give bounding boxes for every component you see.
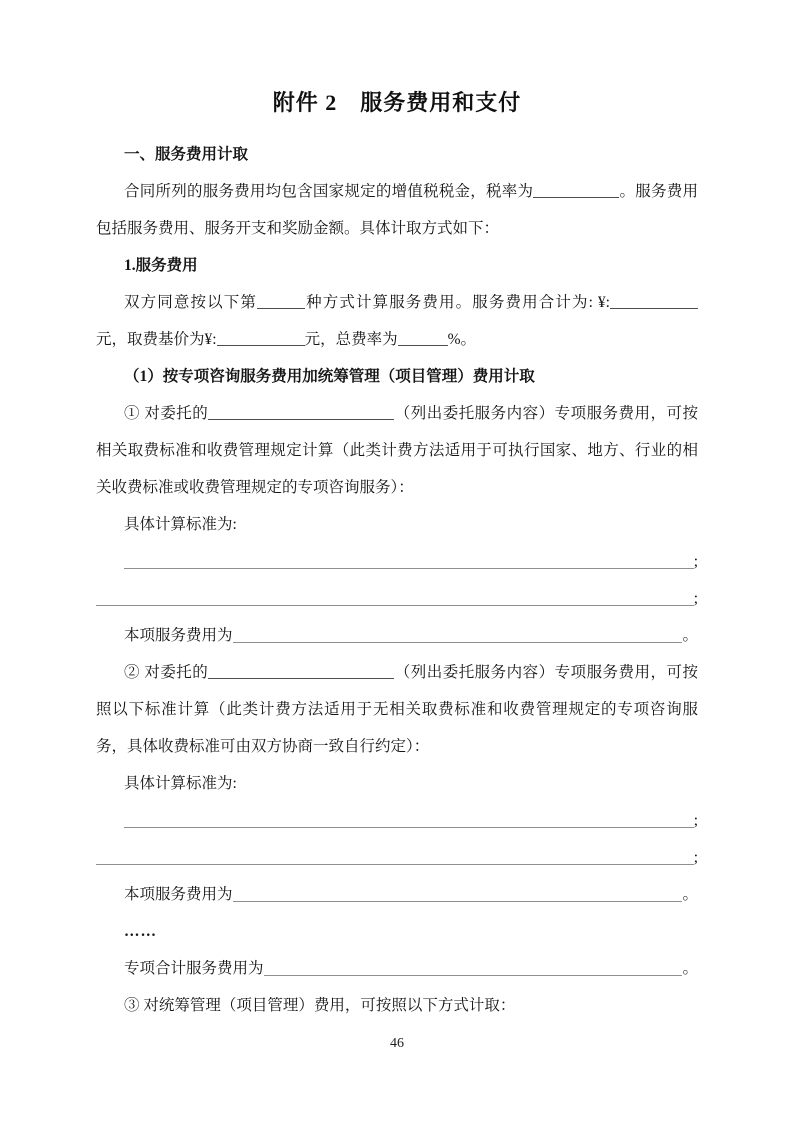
doc-content <box>96 136 698 1024</box>
blank-subtotal-fee <box>264 950 683 976</box>
blank-line-2a <box>124 802 694 828</box>
agreement-seg1: 双方同意按以下第 <box>124 294 257 311</box>
agreement-seg2: 种方式计算服务费用。服务费用合计为: ¥: <box>304 294 610 311</box>
calc-standard-label-1: 具体计算标准为: <box>124 516 237 533</box>
item-fee-row-2 <box>96 876 698 913</box>
blank-rule-row-2a <box>96 802 698 839</box>
paragraph-intro <box>96 173 698 247</box>
paragraph-agreement <box>96 284 698 358</box>
blank-entrusted-content-1 <box>208 418 394 420</box>
blank-total-rate <box>398 344 448 346</box>
blank-item-fee-1 <box>233 617 683 643</box>
clause-item-1 <box>96 395 698 506</box>
period-subtotal: 。 <box>682 960 698 977</box>
clause-2-text: （列出委托服务内容）专项服务费用，可按照以下标准计算（此类计费方法适用于无相关取费标准和收费管理规定的专项咨询服务，具体收费标准可由双方协商一致自行约定）： <box>96 664 698 755</box>
period-1: 。 <box>682 627 698 644</box>
semicolon-1a: ; <box>693 553 698 570</box>
clause-2-lead: ② 对委托的 <box>124 664 209 681</box>
agreement-seg3: 元，取费基价为¥: <box>96 331 217 348</box>
page-number: 46 <box>390 1036 404 1051</box>
item-fee-row-1 <box>96 617 698 654</box>
method-1-heading: （1）按专项咨询服务费用加统筹管理（项目管理）费用计取 <box>124 368 535 385</box>
clause-1-lead: ① 对委托的 <box>124 405 209 422</box>
doc-title: 附件 2 服务费用和支付 <box>272 90 522 115</box>
blank-rule-row-1a <box>96 543 698 580</box>
item-fee-label-1: 本项服务费用为 <box>124 627 233 644</box>
clause-item-2 <box>96 654 698 765</box>
semicolon-2b: ; <box>693 849 698 866</box>
blank-line-1b <box>96 580 694 606</box>
blank-rule-row-2b <box>96 839 698 876</box>
subheading-service-fee: 1.服务费用 <box>124 257 198 274</box>
semicolon-1b: ; <box>693 590 698 607</box>
clause-1-text: （列出委托服务内容）专项服务费用，可按相关取费标准和收费管理规定计算（此类计费方法适用于可执行国家、地方、行业的相关收费标准或收费管理规定的专项咨询服务）： <box>96 405 698 496</box>
ellipsis-line: …… <box>124 923 157 940</box>
clause-item-3: ③ 对统筹管理（项目管理）费用，可按照以下方式计取： <box>124 997 516 1014</box>
blank-line-2b <box>96 839 694 865</box>
agreement-seg5: %。 <box>447 331 476 348</box>
blank-rule-row-1b <box>96 580 698 617</box>
blank-base-price <box>217 344 305 346</box>
blank-entrusted-content-2 <box>208 677 394 679</box>
intro-text-before: 合同所列的服务费用均包含国家规定的增值税税金，税率为 <box>124 183 534 200</box>
item-fee-label-2: 本项服务费用为 <box>124 886 233 903</box>
subtotal-fee-label: 专项合计服务费用为 <box>124 960 264 977</box>
period-2: 。 <box>682 886 698 903</box>
subtotal-fee-row <box>96 950 698 987</box>
calc-standard-label-2: 具体计算标准为: <box>124 775 237 792</box>
blank-tax-rate <box>533 196 619 198</box>
blank-item-fee-2 <box>233 876 683 902</box>
agreement-seg4: 元，总费率为 <box>304 331 398 348</box>
semicolon-2a: ; <box>693 812 698 829</box>
intro-text-after: 。服务费用包括服务费用、服务开支和奖励金额。具体计取方式如下： <box>96 183 698 237</box>
section-heading-service-fee-calculation: 一、服务费用计取 <box>124 146 249 163</box>
blank-line-1a <box>124 543 694 569</box>
blank-total-amount <box>610 307 698 309</box>
blank-method-number <box>257 307 305 309</box>
